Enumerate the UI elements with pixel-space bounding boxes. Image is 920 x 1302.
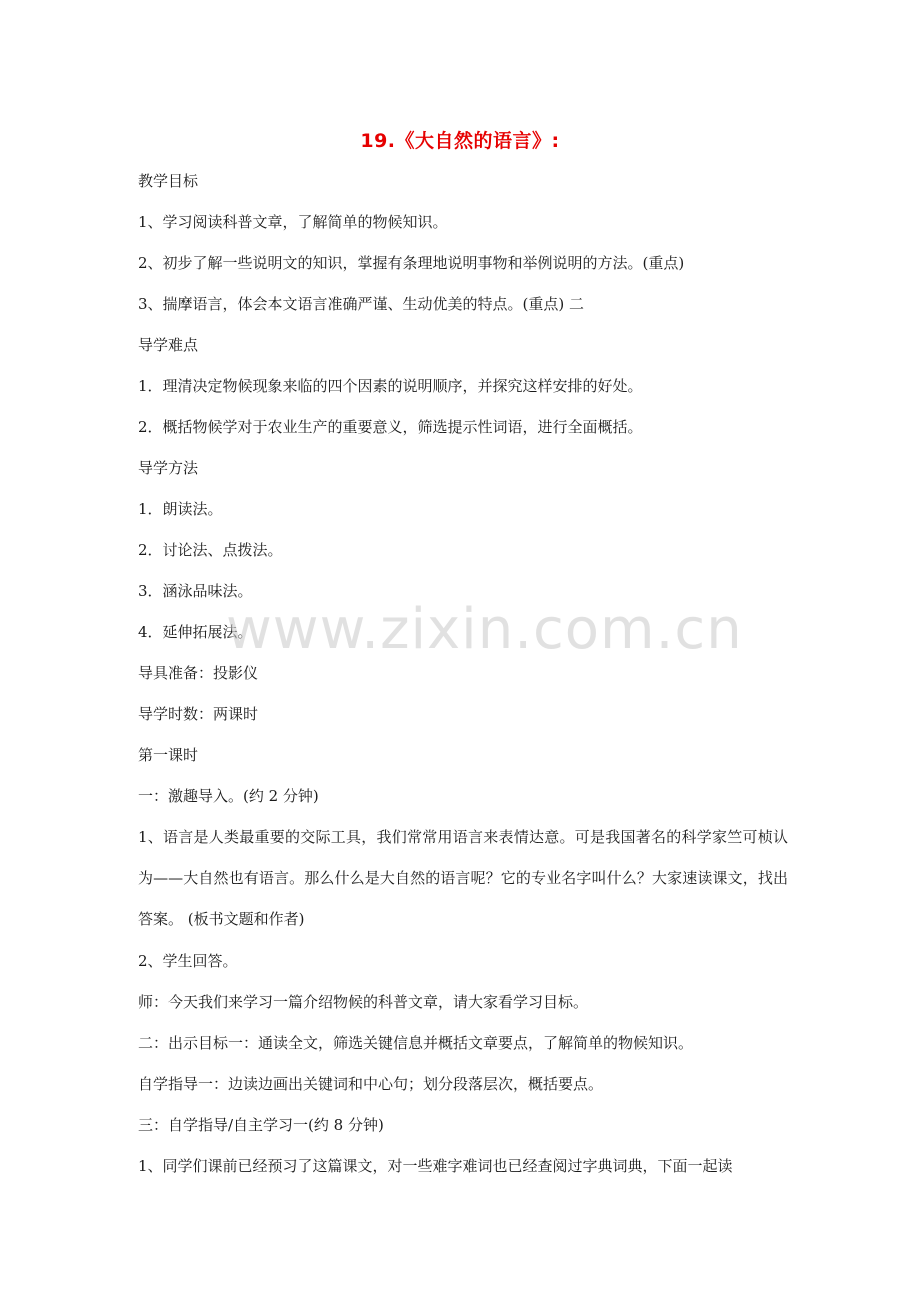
text-line: 1、同学们课前已经预习了这篇课文，对一些难字难词也已经查阅过字典词典，下面一起读	[138, 1157, 733, 1175]
text-line: 2、初步了解一些说明文的知识，掌握有条理地说明事物和举例说明的方法。(重点)	[138, 254, 685, 272]
text-line: 3．涵泳品味法。	[138, 582, 253, 600]
section-heading-first-lesson: 第一课时	[138, 746, 199, 764]
text-line: 2．概括物候学对于农业生产的重要意义，筛选提示性词语，进行全面概括。	[138, 418, 643, 436]
text-line: 1．朗读法。	[138, 500, 223, 518]
document-body	[138, 171, 788, 1197]
text-line: 导学时数：两课时	[138, 705, 259, 723]
text-line: 1．理清决定物候现象来临的四个因素的说明顺序，并探究这样安排的好处。	[138, 377, 643, 395]
text-line: 三：自学指导/自主学习一(约 8 分钟)	[138, 1116, 384, 1134]
text-line: 1、学习阅读科普文章，了解简单的物候知识。	[138, 213, 448, 231]
section-heading-teaching-goals: 教学目标	[138, 172, 199, 190]
section-heading-methods: 导学方法	[138, 459, 199, 477]
text-line: 二：出示目标一：通读全文，筛选关键信息并概括文章要点，了解简单的物候知识。	[138, 1034, 694, 1052]
text-line: 师：今天我们来学习一篇介绍物候的科普文章，请大家看学习目标。	[138, 993, 589, 1011]
text-line: 2、学生回答。	[138, 952, 238, 970]
watermark: www.zixin.com.cn	[226, 597, 743, 662]
text-paragraph: 1、语言是人类最重要的交际工具，我们常常用语言来表情达意。可是我国著名的科学家竺可桢认为——大自然也有语言。那么什么是大自然的语言呢？它的专业名字叫什么？大家速读课文，找出答案。 (板书文题和作者)	[138, 828, 788, 928]
text-line: 4．延伸拓展法。	[138, 623, 253, 641]
text-line: 自学指导一：边读边画出关键词和中心句；划分段落层次，概括要点。	[138, 1075, 604, 1093]
text-line: 2．讨论法、点拨法。	[138, 541, 283, 559]
section-heading-difficulties: 导学难点	[138, 336, 199, 354]
text-line: 一：激趣导入。(约 2 分钟)	[138, 787, 319, 805]
document-title: 19.《大自然的语言》:	[360, 130, 560, 152]
text-line: 导具准备：投影仪	[138, 664, 259, 682]
text-line: 3、揣摩语言，体会本文语言准确严谨、生动优美的特点。(重点) 二	[138, 295, 585, 313]
